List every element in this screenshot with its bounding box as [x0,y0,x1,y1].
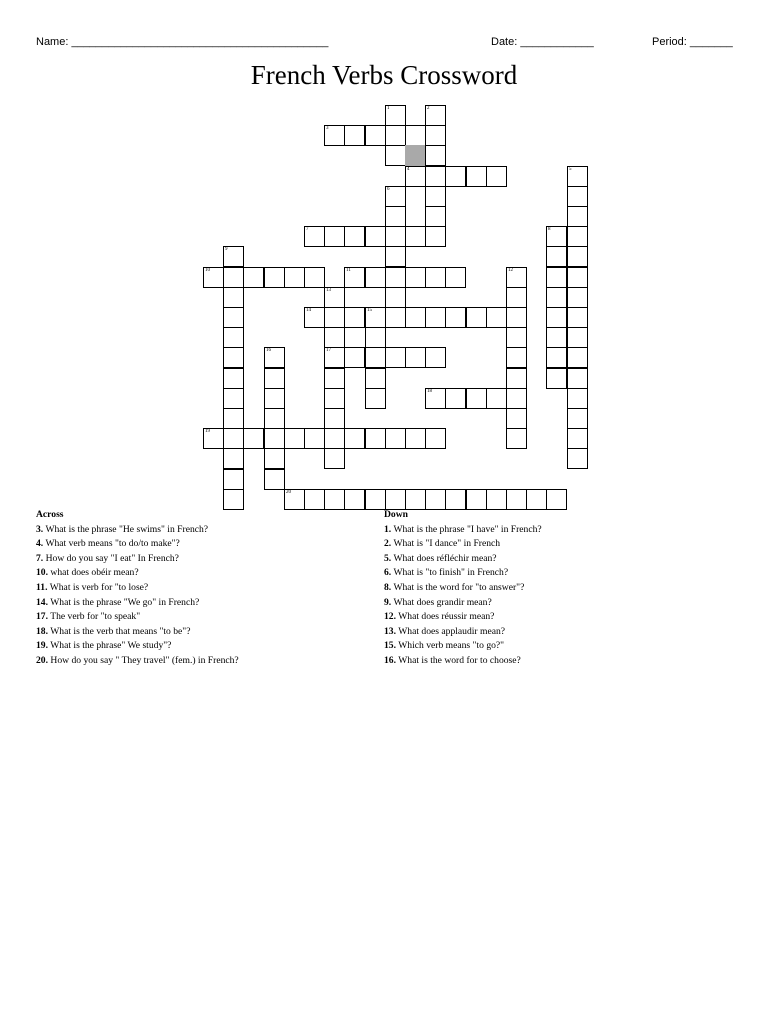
clue-item-text: What does applaudir mean? [398,625,506,637]
grid-cell[interactable] [546,307,567,328]
grid-cell[interactable] [264,267,285,288]
clue-item-number: 7. [36,552,44,564]
clue-item-text: The verb for "to speak" [50,611,141,623]
clue-number: 6 [387,187,390,192]
grid-cell[interactable] [567,186,588,207]
clue-item-text: Which verb means "to go?" [398,640,505,652]
grid-cell[interactable] [405,347,426,368]
grid-cell[interactable] [223,347,244,368]
grid-cell[interactable] [506,408,527,429]
clue-item-number: 1. [384,523,392,535]
grid-cell[interactable] [445,166,466,187]
clue-number: 19 [205,429,210,434]
grid-cell[interactable] [506,428,527,449]
grid-cell-6[interactable] [385,186,406,207]
clue-list [384,523,724,669]
grid-cell[interactable] [324,408,345,429]
clue-item [36,625,366,640]
grid-cell-19[interactable] [203,428,224,449]
grid-cell-9[interactable] [223,246,244,267]
grid-cell[interactable] [365,347,386,368]
clue-item-text: What is the word for "to answer"? [393,581,525,593]
grid-cell[interactable] [405,307,426,328]
grid-cell-1[interactable] [385,105,406,126]
grid-cell[interactable] [365,388,386,409]
grid-cell[interactable] [567,388,588,409]
grid-cell[interactable] [567,408,588,429]
clue-item-number: 4. [36,538,44,550]
clue-item-text: What is the phrase "We go" in French? [50,596,200,608]
clue-item-text: What is the verb that means "to be"? [50,625,191,637]
clue-item-number: 12. [384,611,396,623]
grid-cell[interactable] [264,388,285,409]
clue-item-number: 3. [36,523,44,535]
grid-cell[interactable] [385,347,406,368]
grid-cell[interactable] [425,206,446,227]
period-field-label: Period: _______ [652,36,733,48]
grid-cell[interactable] [425,166,446,187]
grid-cell[interactable] [385,145,406,166]
clue-item [36,537,366,552]
grid-cell[interactable] [506,327,527,348]
clue-item-text: What is the phrase "He swims" in French? [45,523,209,535]
clue-item [36,566,366,581]
clue-item [384,523,724,538]
clue-item-number: 17. [36,611,48,623]
clue-item [36,523,366,538]
grid-cell[interactable] [506,368,527,389]
grid-cell[interactable] [425,347,446,368]
clue-item-number: 19. [36,640,48,652]
clue-item [384,596,724,611]
grid-cell[interactable] [284,267,305,288]
clue-item [36,654,366,669]
grid-cell[interactable] [445,388,466,409]
grid-cell[interactable] [264,368,285,389]
grid-cell[interactable] [365,428,386,449]
grid-cell[interactable] [486,166,507,187]
grid-cell[interactable] [223,287,244,308]
grid-cell[interactable] [223,448,244,469]
grid-cell[interactable] [324,388,345,409]
grid-cell[interactable] [223,469,244,490]
grid-cell[interactable] [425,186,446,207]
clue-number: 14 [306,308,311,313]
clue-item-text: what does obéir mean? [50,567,139,579]
clue-number: 3 [326,126,329,131]
clue-number: 13 [326,288,331,293]
clue-item-number: 20. [36,654,48,666]
grid-cell[interactable] [243,428,264,449]
grid-cell-12[interactable] [506,267,527,288]
grid-cell[interactable] [223,307,244,328]
grid-cell[interactable] [466,307,487,328]
clue-number: 5 [569,167,572,172]
clue-item [36,596,366,611]
down-heading: Down [384,509,408,520]
grid-cell[interactable] [405,145,426,166]
grid-cell[interactable] [385,226,406,247]
clue-number: 11 [346,268,351,273]
grid-cell[interactable] [506,347,527,368]
clue-item [384,639,724,654]
date-field-label: Date: ____________ [491,36,594,48]
grid-cell[interactable] [324,428,345,449]
grid-cell[interactable] [486,489,507,510]
clue-item-text: What is the word for to choose? [398,654,521,666]
grid-cell[interactable] [385,489,406,510]
grid-cell[interactable] [425,267,446,288]
clue-item-text: What is the phrase" We study"? [50,640,172,652]
grid-cell[interactable] [567,226,588,247]
clue-item-number: 14. [36,596,48,608]
grid-cell[interactable] [425,489,446,510]
clue-list [36,523,366,669]
grid-cell-18[interactable] [425,388,446,409]
grid-cell[interactable] [567,448,588,469]
clue-item-text: What is verb for "to lose? [49,581,149,593]
grid-cell[interactable] [567,287,588,308]
grid-cell[interactable] [466,489,487,510]
grid-cell[interactable] [324,327,345,348]
grid-cell[interactable] [385,125,406,146]
clue-item-text: What does grandir mean? [393,596,492,608]
across-heading: Across [36,509,64,520]
grid-cell[interactable] [223,368,244,389]
clue-item-number: 5. [384,552,392,564]
clue-item-number: 8. [384,581,392,593]
page-title: French Verbs Crossword [250,60,518,90]
grid-cell[interactable] [567,206,588,227]
grid-cell[interactable] [243,267,264,288]
grid-cell[interactable] [567,428,588,449]
grid-cell[interactable] [506,307,527,328]
grid-cell-11[interactable] [344,267,365,288]
clue-item-text: What is "I dance" in French [393,538,501,550]
clue-item [384,537,724,552]
grid-cell[interactable] [526,489,547,510]
grid-cell[interactable] [264,448,285,469]
grid-cell[interactable] [264,428,285,449]
grid-cell[interactable] [324,489,345,510]
clue-item [384,552,724,567]
clue-item-number: 16. [384,654,396,666]
grid-cell-2[interactable] [425,105,446,126]
clue-item-number: 6. [384,567,392,579]
grid-cell[interactable] [567,307,588,328]
clue-item [384,581,724,596]
grid-cell[interactable] [304,428,325,449]
clue-item [36,581,366,596]
clue-number: 9 [225,247,228,252]
grid-cell[interactable] [385,307,406,328]
grid-cell[interactable] [445,489,466,510]
clue-item [384,610,724,625]
clue-number: 4 [407,167,410,172]
grid-cell[interactable] [567,347,588,368]
grid-cell[interactable] [425,226,446,247]
grid-cell[interactable] [425,125,446,146]
grid-cell[interactable] [405,226,426,247]
grid-cell-10[interactable] [203,267,224,288]
grid-cell[interactable] [304,489,325,510]
grid-cell[interactable] [223,267,244,288]
clue-item-text: How do you say "I eat" In French? [45,552,179,564]
grid-cell-15[interactable] [365,307,386,328]
grid-cell[interactable] [405,267,426,288]
grid-cell[interactable] [567,246,588,267]
grid-cell[interactable] [324,368,345,389]
grid-cell-3[interactable] [324,125,345,146]
clue-item-number: 10. [36,567,48,579]
clue-item-text: What is the phrase "I have" in French? [393,523,542,535]
clue-item [384,566,724,581]
grid-cell[interactable] [506,388,527,409]
grid-cell[interactable] [223,408,244,429]
clue-item [36,552,366,567]
clue-number: 1 [387,106,390,111]
grid-cell[interactable] [223,428,244,449]
grid-cell[interactable] [546,287,567,308]
clue-item-number: 9. [384,596,392,608]
name-field-label: Name: __________________________________________ [36,36,329,48]
grid-cell[interactable] [264,469,285,490]
grid-cell[interactable] [385,287,406,308]
clue-item [36,639,366,654]
clue-number: 18 [427,389,432,394]
clue-number: 16 [266,348,271,353]
clue-number: 12 [508,268,513,273]
grid-cell[interactable] [365,226,386,247]
grid-cell-5[interactable] [567,166,588,187]
grid-cell[interactable] [506,287,527,308]
clue-item-text: How do you say " They travel" (fem.) in French? [50,654,239,666]
grid-cell[interactable] [284,428,305,449]
grid-cell[interactable] [223,388,244,409]
grid-cell[interactable] [546,327,567,348]
clue-item [384,654,724,669]
grid-cell-4[interactable] [405,166,426,187]
grid-cell[interactable] [466,388,487,409]
grid-cell[interactable] [324,448,345,469]
grid-cell[interactable] [546,368,567,389]
grid-cell-17[interactable] [324,347,345,368]
clue-item-text: What is "to finish" in French? [393,567,509,579]
grid-cell[interactable] [344,347,365,368]
grid-cell-8[interactable] [546,226,567,247]
grid-cell[interactable] [324,307,345,328]
grid-cell[interactable] [466,166,487,187]
grid-cell[interactable] [445,267,466,288]
grid-cell[interactable] [506,489,527,510]
grid-cell[interactable] [405,489,426,510]
grid-cell[interactable] [344,428,365,449]
grid-cell[interactable] [223,327,244,348]
grid-cell[interactable] [264,408,285,429]
grid-cell[interactable] [385,206,406,227]
grid-cell[interactable] [405,125,426,146]
clue-item-text: What verb means "to do/to make"? [45,538,180,550]
grid-cell[interactable] [365,125,386,146]
grid-cell[interactable] [304,267,325,288]
clue-number: 20 [286,490,291,495]
grid-cell[interactable] [344,125,365,146]
clue-item-text: What does réussir mean? [398,611,495,623]
grid-cell-7[interactable] [304,226,325,247]
grid-cell[interactable] [344,226,365,247]
grid-cell-13[interactable] [324,287,345,308]
clue-item [384,625,724,640]
grid-cell[interactable] [365,267,386,288]
grid-cell[interactable] [546,246,567,267]
clue-number: 15 [367,308,372,313]
grid-cell-16[interactable] [264,347,285,368]
grid-cell[interactable] [385,267,406,288]
clue-number: 17 [326,348,331,353]
grid-cell[interactable] [324,226,345,247]
clue-number: 7 [306,227,309,232]
grid-cell[interactable] [567,368,588,389]
grid-cell[interactable] [546,347,567,368]
grid-cell[interactable] [385,428,406,449]
clue-item-number: 13. [384,625,396,637]
clue-number: 2 [427,106,430,111]
grid-cell[interactable] [385,246,406,267]
grid-cell[interactable] [445,307,466,328]
clue-item-number: 2. [384,538,392,550]
clue-number: 8 [548,227,551,232]
grid-cell[interactable] [546,489,567,510]
grid-cell[interactable] [365,368,386,389]
grid-cell[interactable] [546,267,567,288]
grid-cell[interactable] [425,307,446,328]
grid-cell[interactable] [486,307,507,328]
grid-cell-20[interactable] [284,489,305,510]
clue-item [36,610,366,625]
grid-cell[interactable] [425,428,446,449]
grid-cell[interactable] [567,267,588,288]
clue-item-text: What does réfléchir mean? [393,552,497,564]
grid-cell[interactable] [344,307,365,328]
grid-cell[interactable] [223,489,244,510]
grid-cell[interactable] [486,388,507,409]
grid-cell[interactable] [567,327,588,348]
grid-cell[interactable] [425,145,446,166]
down-clues [384,508,724,669]
clue-number: 10 [205,268,210,273]
grid-cell[interactable] [365,489,386,510]
grid-cell[interactable] [405,428,426,449]
grid-cell[interactable] [365,327,386,348]
across-clues [36,508,366,669]
grid-cell-14[interactable] [304,307,325,328]
clue-item-number: 11. [36,581,48,593]
clue-item-number: 15. [384,640,396,652]
clue-item-number: 18. [36,625,48,637]
grid-cell[interactable] [344,489,365,510]
